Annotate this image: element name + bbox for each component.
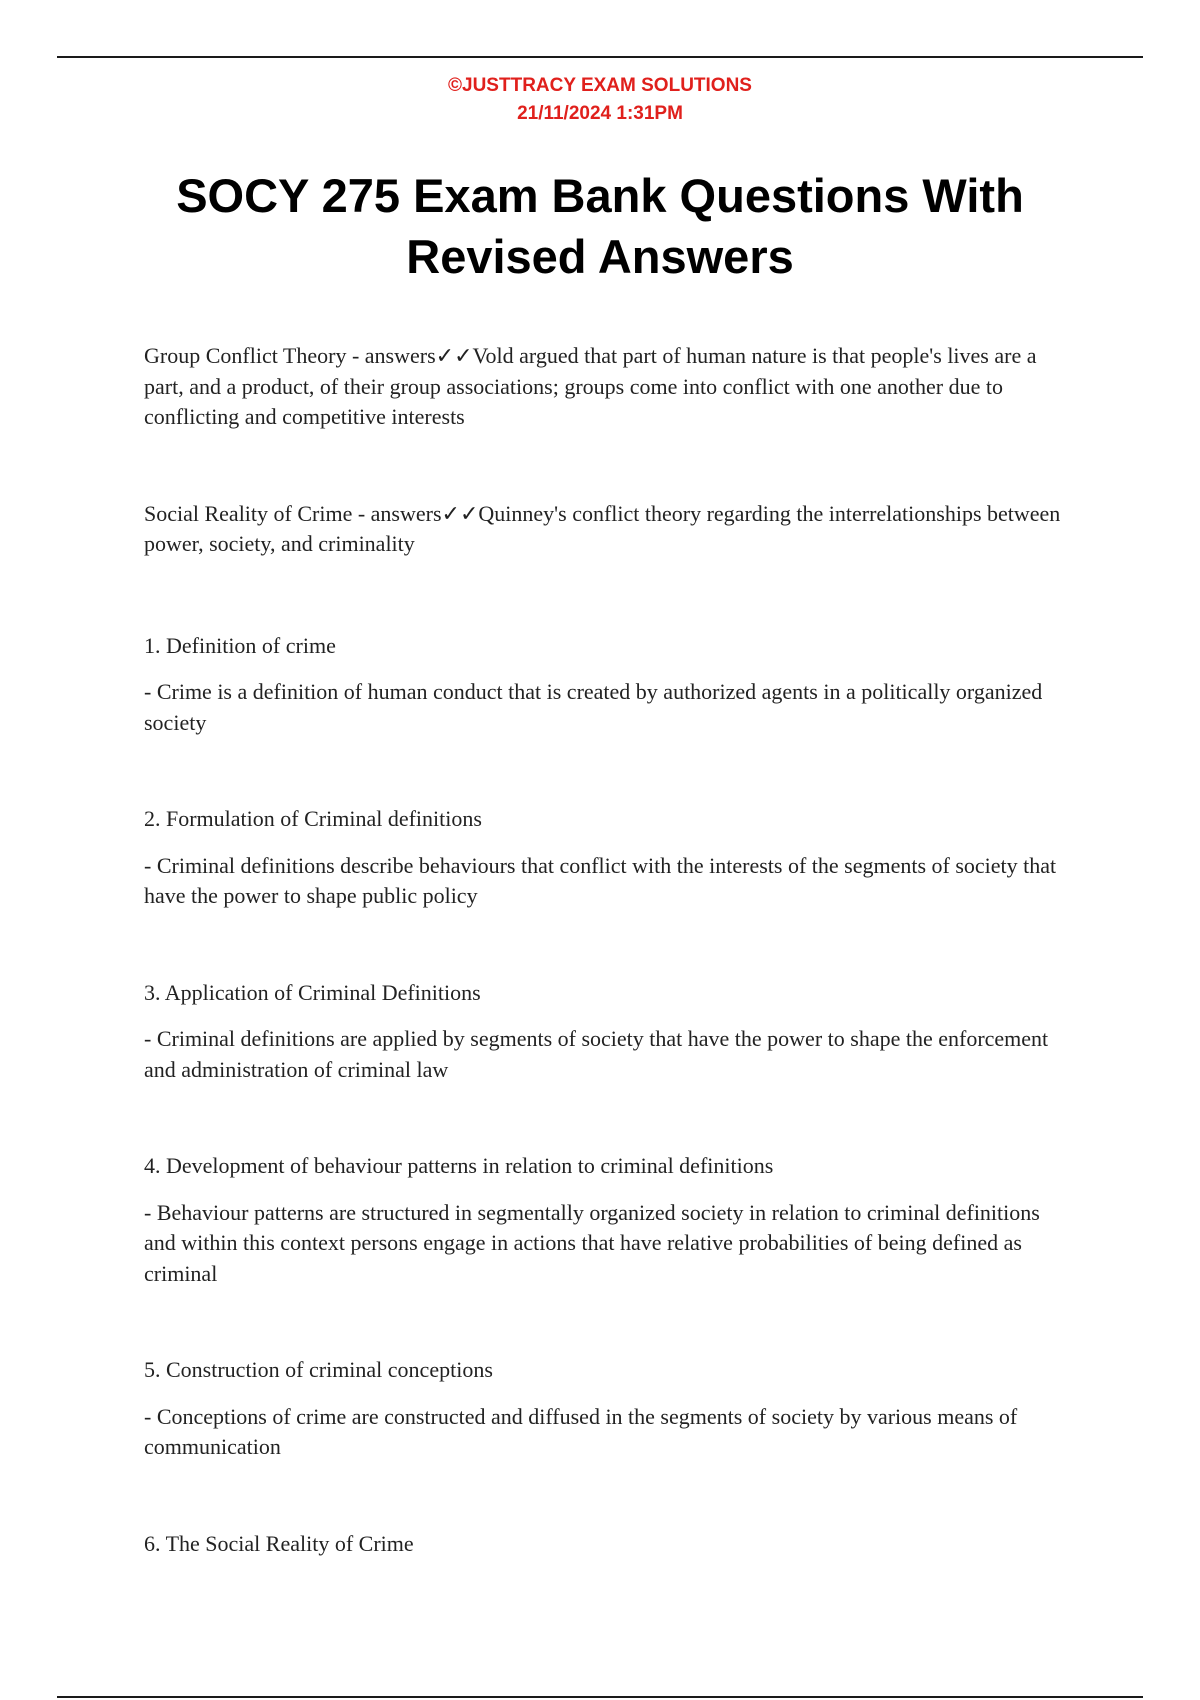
list-item — [144, 804, 1064, 912]
list-item-detail: - Criminal definitions describe behaviours that conflict with the interests of the segments of society that have the power to shape public policy — [144, 852, 1057, 908]
bottom-rule — [57, 1696, 1143, 1698]
document-body — [144, 341, 1064, 1559]
list-item-detail: - Behaviour patterns are structured in segmentally organized society in relation to criminal definitions and within this context persons engage in actions that have relative probabilities of being defined as criminal — [144, 1199, 1040, 1286]
list-item — [144, 631, 1064, 739]
watermark-copyright-line: ©JUSTTRACY EXAM SOLUTIONS — [448, 75, 752, 96]
list-item-detail: - Conceptions of crime are constructed and diffused in the segments of society by various means of communication — [144, 1403, 1018, 1459]
top-rule — [57, 56, 1143, 58]
list-item — [144, 1151, 1064, 1289]
list-item-heading: 4. Development of behaviour patterns in relation to criminal definitions — [144, 1153, 774, 1178]
list-item — [144, 1355, 1064, 1463]
list-item-heading: 1. Definition of crime — [144, 632, 336, 658]
list-item — [144, 1529, 1064, 1560]
list-item-heading: 6. The Social Reality of Crime — [144, 1530, 414, 1556]
watermark-timestamp: 21/11/2024 1:31PM — [517, 103, 683, 124]
list-item-detail: - Criminal definitions are applied by segments of society that have the power to shape the enforcement and administration of criminal law — [144, 1026, 1049, 1082]
copyright-watermark — [0, 72, 1200, 128]
list-item-heading: 5. Construction of criminal conceptions — [144, 1357, 493, 1382]
list-item-heading: 2. Formulation of Criminal definitions — [144, 806, 482, 831]
document-title: SOCY 275 Exam Bank Questions With Revised Answers — [176, 169, 1024, 283]
list-item — [144, 978, 1064, 1086]
list-item-detail: - Crime is a definition of human conduct that is created by authorized agents in a politically organized society — [144, 679, 1043, 735]
entry-social-reality-of-crime: Social Reality of Crime - answers✓✓Quinney's conflict theory regarding the interrelationships between power, society, and criminality — [144, 500, 1061, 556]
list-item-heading: 3. Application of Criminal Definitions — [144, 979, 481, 1005]
entry-group-conflict-theory: Group Conflict Theory - answers✓✓Vold argued that part of human nature is that people's lives are a part, and a product, of their group associations; groups come into conflict with one another due to conflicting and competitive interests — [144, 343, 1037, 429]
